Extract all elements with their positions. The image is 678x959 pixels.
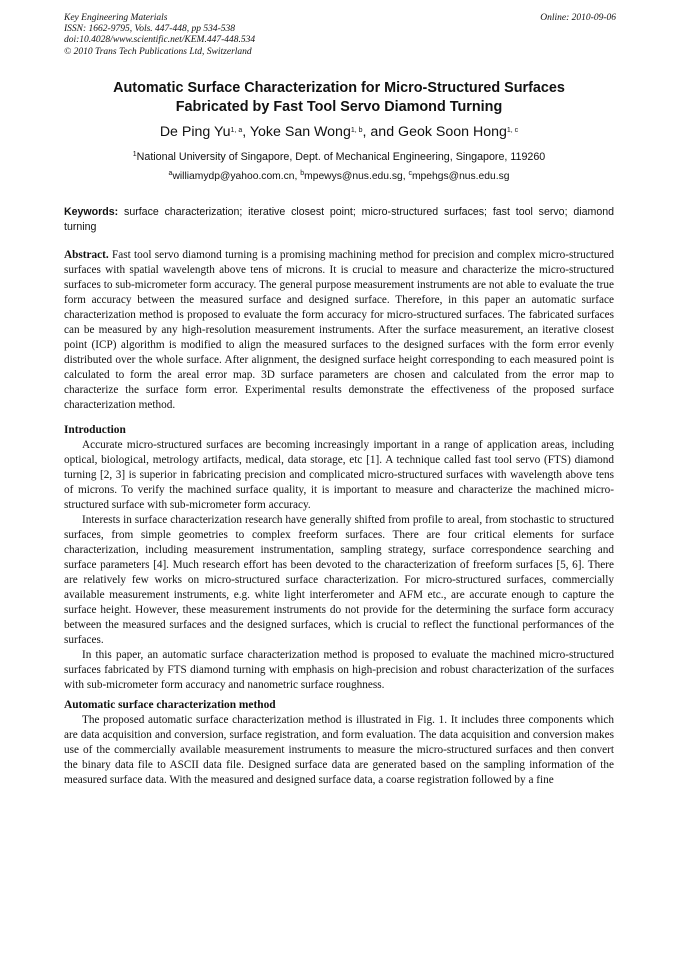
journal-name: Key Engineering Materials [64,13,168,23]
abstract [64,248,614,413]
author-affil-mark: 1, b [350,127,363,134]
email-address: mpewys@nus.edu.sg [304,171,403,182]
affiliation-text: National University of Singapore, Dept. of Mechanical Engineering, Singapore, 119260 [136,151,546,163]
doi-line: doi:10.4028/www.scientific.net/KEM.447-448.534 [64,35,256,46]
affiliation [64,150,614,164]
introduction-paragraph: Accurate micro-structured surfaces are becoming increasingly important in a range of application areas, including optical, biological, metrology artifacts, medical, data storage, etc [1]. A technique called fast tool servo (FTS) diamond turning [2, 3] is superior in fabricating precision and complicated micro-structured surfaces with wavelength above tens of microns. To verify the machined surface quality, it is important to measure and characterize the machined micro-structured surface with sub-micrometer form accuracy. [64,439,614,511]
email-mark: b [300,170,305,177]
abstract-label: Abstract. [64,249,109,261]
copyright-line: © 2010 Trans Tech Publications Ltd, Switzerland [64,46,252,57]
author-affil-mark: 1, c [506,127,519,134]
author-name: Yoke San Wong [249,124,351,140]
introduction-paragraph: In this paper, an automatic surface characterization method is proposed to evaluate the machined micro-structured surfaces fabricated by FTS diamond turning with emphasis on high-precision and robust characterization of the surfaces with sub-micrometer form accuracy and nanometric surface roughness. [64,649,614,691]
journal-header [64,13,616,58]
title-line-1: Automatic Surface Characterization for Micro-Structured Surfaces [113,80,565,96]
method-heading: Automatic surface characterization method [64,699,276,711]
author-affil-mark: 1, a [230,127,243,134]
email-address: mpehgs@nus.edu.sg [411,171,510,182]
title-line-2: Fabricated by Fast Tool Servo Diamond Turning [175,98,503,115]
email-mark: a [168,170,173,177]
paper-body [64,248,614,788]
issn-line: ISSN: 1662-9795, Vols. 447-448, pp 534-538 [64,24,235,35]
method-paragraph: The proposed automatic surface characterization method is illustrated in Fig. 1. It includes three components which are data acquisition and conversion, surface registration, and form evaluation. The data acquisition and conversion makes use of the commercially available measurement instruments to measure the micro-structured surfaces and then convert the binary data file to ASCII data file. Designed surface data are generated based on the sampling information of the measured surface data. With the measured and designed surface data, a coarse registration followed by a fine [64,714,614,786]
email-address: williamydp@yahoo.com.cn [172,171,295,182]
author-separator: , and [362,124,399,140]
email-list: $^a$williamydp@yahoo.com.cn, $^b$mpewys@nus.edu.sg, $^c$mpehgs@nus.edu.sg [168,170,510,182]
paper-title [64,79,614,116]
keywords-text: surface characterization; iterative closest point; micro-structured surfaces; fast tool servo; diamond turning [64,206,614,233]
online-date: Online: 2010-09-06 [540,13,616,23]
abstract-text: Fast tool servo diamond turning is a promising machining method for precision and complex micro-structured surfaces with spatial wavelength above tens of microns. It is crucial to measure and characterize the micro-structured surfaces to sub-micrometer form accuracy. The general purpose measurement instruments are not able to evaluate the true form accuracy between the measured surface and designed surface. Therefore, in this paper an automatic surface characterization method is proposed to evaluate the form accuracy for micro-structured surfaces. The fabricated surfaces can be measured by any high-resolution measurement instruments. After the surface measurement, an iterative closest point (ICP) algorithm is modified to align the measured surfaces to the designed surfaces with the form error evenly distributed over the whole surface. After alignment, the designed surface height corresponding to each measured point is calculated to form the areal error map. 3D surface parameters are chosen and calculated from the error map to characterize the surface form error. Experimental results demonstrate the effectiveness of the proposed surface characterization method. [64,249,615,411]
email-mark: c [408,170,412,177]
introduction-heading: Introduction [64,424,126,436]
keywords [64,205,614,234]
author-name: De Ping Yu [159,124,231,140]
affiliation-mark: 1 [132,151,137,158]
introduction-paragraph: Interests in surface characterization research have generally shifted from profile to areal, from stochastic to structured surfaces, from simple geometries to complex freeform surfaces. There are four critical elements for surface characterization, including measurement instrumentation, sampling strategy, surface correspondence searching and surface parameters [4]. Much research effort has been devoted to the characterization of freeform surfaces [5, 6]. There are relatively few works on micro-structured surface characterization. For micro-structured surfaces, commercially available measurement instruments, e.g. white light interferometer and AFM etc., are accurate enough to capture the surface height. However, these measurement instruments do not provide for the determining the surface form accuracy between the measured surfaces and the designed surfaces, which is crucial to reflect the functional performances of the surfaces. [64,514,614,646]
keywords-label: Keywords: [64,206,119,218]
author-list [64,123,614,141]
author-separator: , [242,124,250,140]
author-name: Geok Soon Hong [398,124,507,140]
